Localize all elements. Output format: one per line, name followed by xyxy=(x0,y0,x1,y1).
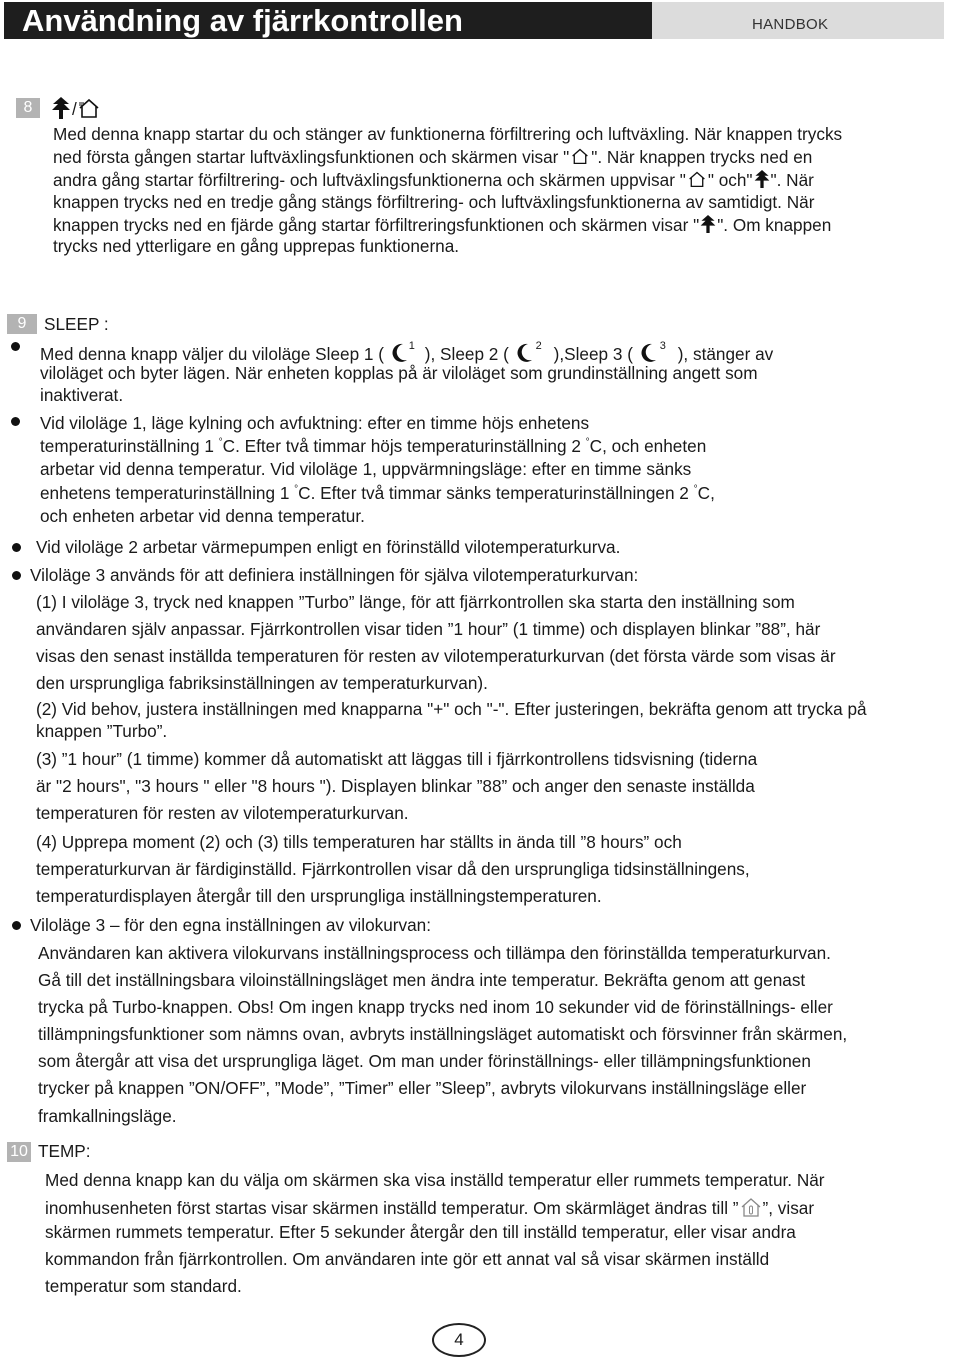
sec9-bullet-2-line-4: enhetens temperaturinställning 1 °C. Efter två timmar sänks temperaturinställningen 2 °C, xyxy=(40,483,715,503)
sec9-custom-line-5: som återgår att visa det ursprungliga läget. Om man under förinställnings- eller tillämpningsfunktionen xyxy=(38,1051,811,1071)
fresh-air-icon xyxy=(699,214,717,239)
sec9-bullet-2-line-1: Vid viloläge 1, läge kylning och avfuktning: efter en timme höjs enhetens xyxy=(40,413,590,433)
sec9-bullet-2-line-2: temperaturinställning 1 °C. Efter två timmar höjs temperaturinställning 2 °C, och enheten xyxy=(40,436,707,456)
sec10-line-1: Med denna knapp kan du välja om skärmen ska visa inställd temperatur eller rummets temperatur. När xyxy=(45,1170,825,1190)
header-tag: HANDBOK xyxy=(752,16,829,33)
sleep-3-label: 3 xyxy=(659,340,666,352)
sec10-line-3: skärmen rummets temperatur. Efter 5 sekunder återgår den till inställd temperatur, eller visar andra xyxy=(45,1222,796,1242)
section-8-number: 8 xyxy=(16,98,40,118)
sec9-step-line-10: (4) Upprepa moment (2) och (3) tills temperaturen har ställts in ända till ”8 hours” och xyxy=(36,832,682,852)
page-number: 4 xyxy=(432,1323,486,1357)
fresh-air-icon xyxy=(753,169,771,194)
sec9-bullet-1-line-1: Med denna knapp väljer du viloläge Sleep 1 ( 1 ), Sleep 2 ( 2 ),Sleep 3 ( 3 ), stänger av xyxy=(40,342,773,369)
sec9-step-line-1: (1) I viloläge 3, tryck ned knappen ”Turbo” länge, för att fjärrkontrollen ska starta den inställning som xyxy=(36,592,795,612)
sec9-step-line-3: visas den senast inställda temperaturen för resten av vilotemperaturkurvan (det första värde som visas är xyxy=(36,646,836,666)
room-temp-icon xyxy=(739,1196,763,1223)
sec8-line-4: knappen trycks ned en tredje gång stängs förfiltrering- och luftväxlingsfunktionerna av samtidigt. När xyxy=(53,192,815,212)
fresh-air-icon xyxy=(50,96,72,125)
house-icon xyxy=(77,97,101,124)
section-9-number: 9 xyxy=(7,314,37,334)
sec9-custom-line-6: trycker på knappen ”ON/OFF”, ”Mode”, ”Timer” eller ”Sleep”, avbryts vilokurvans inställningsläge eller xyxy=(38,1078,807,1098)
sec9-bullet-3: Vid viloläge 2 arbetar värmepumpen enligt en förinställd vilotemperaturkurva. xyxy=(36,537,621,557)
sec9-custom-line-3: trycka på Turbo-knappen. Obs! Om ingen knapp trycks ned inom 10 sekunder vid de förinställnings- eller xyxy=(38,997,833,1017)
bullet xyxy=(12,921,21,930)
sec8-line-2: ned första gången startar luftväxlingsfunktionen och skärmen visar " ". När knappen trycks ned en xyxy=(53,147,812,170)
sec9-bullet-5: Viloläge 3 – för den egna inställningen av vilokurvan: xyxy=(30,915,431,935)
sec9-bullet-1-line-3: inaktiverat. xyxy=(40,385,124,405)
house-icon xyxy=(569,147,591,170)
sec9-step-line-11: temperaturkurvan är färdiginställd. Fjärrkontrollen visar då den ursprungliga tidsinställningens, xyxy=(36,859,750,879)
sec9-custom-line-2: Gå till det inställningsbara viloinställningsläget men ändra inte temperatur. Bekräfta genom att genast xyxy=(38,970,806,990)
sec9-step-line-8: är "2 hours", "3 hours " eller "8 hours "). Displayen blinkar ”88” och anger den senaste inställda xyxy=(36,776,755,796)
sec9-step-line-9: temperaturen för resten av vilotemperaturkurvan. xyxy=(36,803,409,823)
sec10-line-4: kommandon från fjärrkontrollen. Om användaren inte gör ett annat val så visar skärmen inställd xyxy=(45,1249,770,1269)
sec9-bullet-2-line-3: arbetar vid denna temperatur. Vid viloläge 1, uppvärmningsläge: efter en timme sänks xyxy=(40,459,692,479)
section-10-number: 10 xyxy=(7,1142,31,1162)
bullet xyxy=(11,342,20,351)
sec8-line-6: trycks ned ytterligare en gång upprepas funktionerna. xyxy=(53,236,460,256)
section-9-heading: SLEEP : xyxy=(44,314,109,334)
sec8-line-5: knappen trycks ned en fjärde gång startar förfiltreringsfunktionen och skärmen visar " ". Om knappen xyxy=(53,214,831,239)
sec10-line-2: inomhusenheten först startas visar skärmen inställd temperatur. Om skärmläget ändras till ” ”, visar xyxy=(45,1196,814,1223)
sec9-bullet-2-line-5: och enheten arbetar vid denna temperatur. xyxy=(40,506,365,526)
header-tag-bar xyxy=(652,2,944,39)
sec9-custom-line-4: tillämpningsfunktioner som nämns ovan, avbryts inställningsläget automatiskt och försvinner från skärmen, xyxy=(38,1024,848,1044)
header-title-bar xyxy=(4,2,652,39)
sleep-2-label: 2 xyxy=(535,340,542,352)
sec9-bullet-4: Viloläge 3 används för att definiera inställningen för själva vilotemperaturkurvan: xyxy=(30,565,639,585)
sec8-line-3: andra gång startar förfiltrering- och luftväxlingsfunktionerna och skärmen uppvisar " " och" ". När xyxy=(53,169,814,194)
sec9-custom-line-1: Användaren kan aktivera vilokurvans inställningsprocess och tillämpa den förinställda temperaturkurvan. xyxy=(38,943,831,963)
bullet xyxy=(12,571,21,580)
sec10-line-5: temperatur som standard. xyxy=(45,1276,242,1296)
sec9-step-line-5: (2) Vid behov, justera inställningen med knapparna "+" och "-". Efter justeringen, bekräfta genom att trycka på xyxy=(36,699,867,719)
sec9-step-line-2: användaren själv anpassar. Fjärrkontrollen visar tiden ”1 hour” (1 timme) och displayen blinkar ”88”, här xyxy=(36,619,821,639)
sec9-step-line-4: den ursprungliga fabriksinställningen av temperaturkurvan). xyxy=(36,673,488,693)
section-8-icons xyxy=(50,96,101,125)
section-10-heading: TEMP: xyxy=(38,1141,91,1161)
sleep-1-label: 1 xyxy=(408,340,415,352)
page-title: Användning av fjärrkontrollen xyxy=(22,3,463,38)
sec9-step-line-6: knappen ”Turbo”. xyxy=(36,721,168,741)
sec8-line-1: Med denna knapp startar du och stänger av funktionerna förfiltrering och luftväxling. När knappen trycks xyxy=(53,124,843,144)
sec9-custom-line-7: framkallningsläge. xyxy=(38,1106,177,1126)
sec9-bullet-1-line-2: viloläget och byter lägen. När enheten kopplas på är viloläget som grundinställning angett som xyxy=(40,363,758,383)
bullet xyxy=(11,417,20,426)
section-8-slash: / xyxy=(72,99,77,120)
sec9-step-line-7: (3) ”1 hour” (1 timme) kommer då automatiskt att läggas till i fjärrkontrollens tidsvisning (tiderna xyxy=(36,749,758,769)
sec9-step-line-12: temperaturdisplayen återgår till den ursprungliga inställningstemperaturen. xyxy=(36,886,602,906)
bullet xyxy=(12,543,21,552)
house-icon xyxy=(686,170,708,193)
